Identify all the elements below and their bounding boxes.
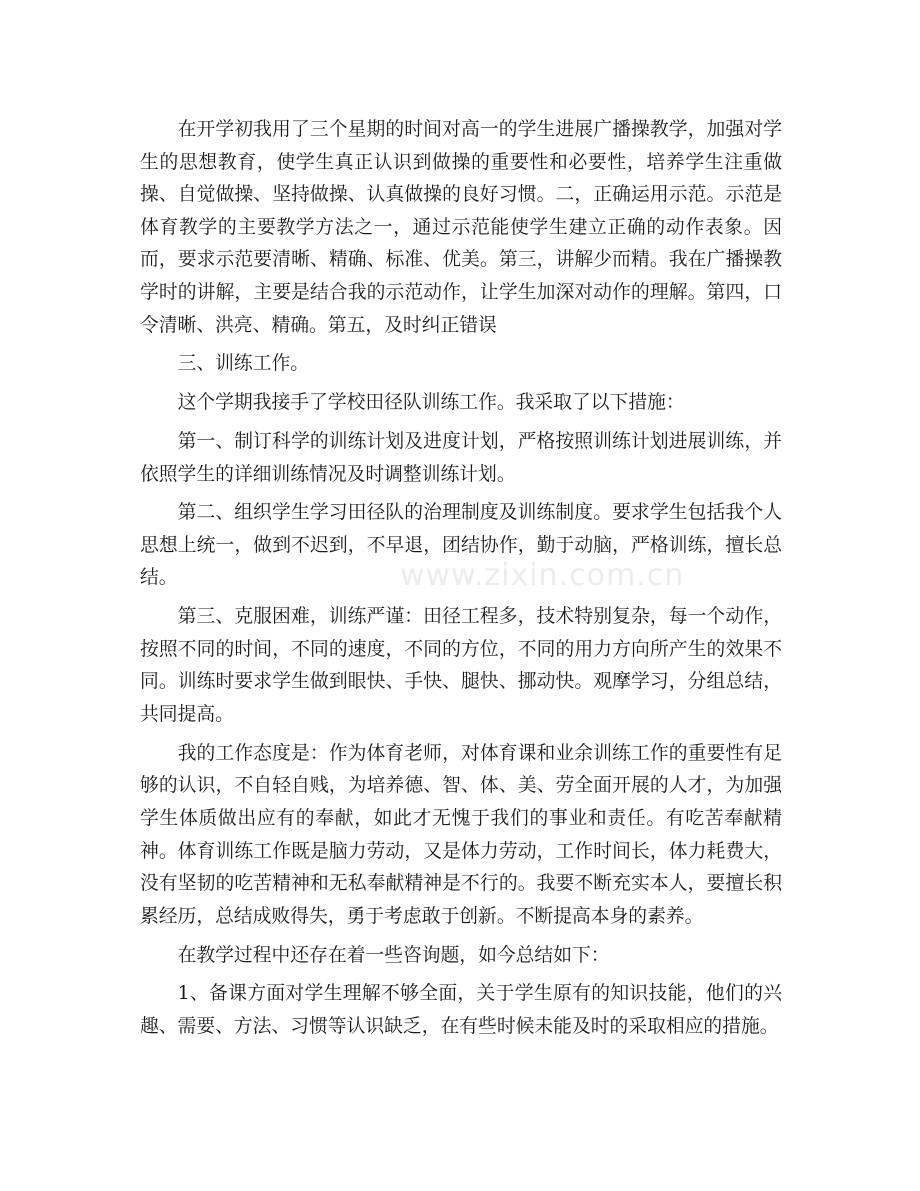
paragraph-broadcast-exercise: 在开学初我用了三个星期的时间对高一的学生进展广播操教学，加强对学生的思想教育，使学生真正认识到做操的重要性和必要性，培养学生注重做操、自觉做操、坚持做操、认真做操的良好习惯。二，正确运用示范。示范是体育教学的主要教学方法之一，通过示范能使学生建立正确的动作表象。因而，要求示范要清晰、精确、标准、优美。第三，讲解少而精。我在广播操教学时的讲解，主要是结合我的示范动作，让学生加深对动作的理解。第四，口令清晰、洪亮、精确。第五，及时纠正错误	[140, 119, 782, 336]
document-body	[140, 114, 782, 1050]
paragraph-work-attitude: 我的工作态度是：作为体育老师，对体育课和业余训练工作的重要性有足够的认识，不自轻自贱，为培养德、智、体、美、劳全面开展的人才，为加强学生体质做出应有的奉献，如此才无愧于我们的事业和责任。有吃苦奉献精神。体育训练工作既是脑力劳动，又是体力劳动，工作时间长，体力耗费大，没有坚韧的吃苦精神和无私奉献精神是不行的。我要不断充实本人，要擅长积累经历，总结成败得失，勇于考虑敢于创新。不断提高本身的素养。	[140, 742, 782, 927]
paragraph-problem-1: 1、备课方面对学生理解不够全面，关于学生原有的知识技能，他们的兴趣、需要、方法、习惯等认识缺乏，在有些时候未能及时的采取相应的措施。	[140, 983, 782, 1037]
section-heading-training: 三、训练工作。	[177, 353, 310, 375]
paragraph-problems-intro: 在教学过程中还存在着一些咨询题，如今总结如下：	[177, 944, 610, 966]
watermark: www.zixin.com.cn	[400, 558, 685, 593]
paragraph-measure-1: 第一、制订科学的训练计划及进度计划，严格按照训练计划进展训练，并依照学生的详细训练情况及时调整训练计划。	[140, 430, 782, 485]
paragraph-measure-2: 第二、组织学生学习田径队的治理制度及训练制度。要求学生包括我个人思想上统一，做到不迟到，不早退，团结协作，勤于动脑，严格训练，擅长总结。	[140, 502, 782, 589]
paragraph-training-intro: 这个学期我接手了学校田径队训练工作。我采取了以下措施：	[177, 392, 685, 414]
paragraph-measure-3: 第三、克服困难，训练严谨：田径工程多，技术特别复杂，每一个动作，按照不同的时间，不同的速度，不同的方位，不同的用力方向所产生的效果不同。训练时要求学生做到眼快、手快、腿快、挪动快。观摩学习，分组总结，共同提高。	[140, 606, 782, 726]
